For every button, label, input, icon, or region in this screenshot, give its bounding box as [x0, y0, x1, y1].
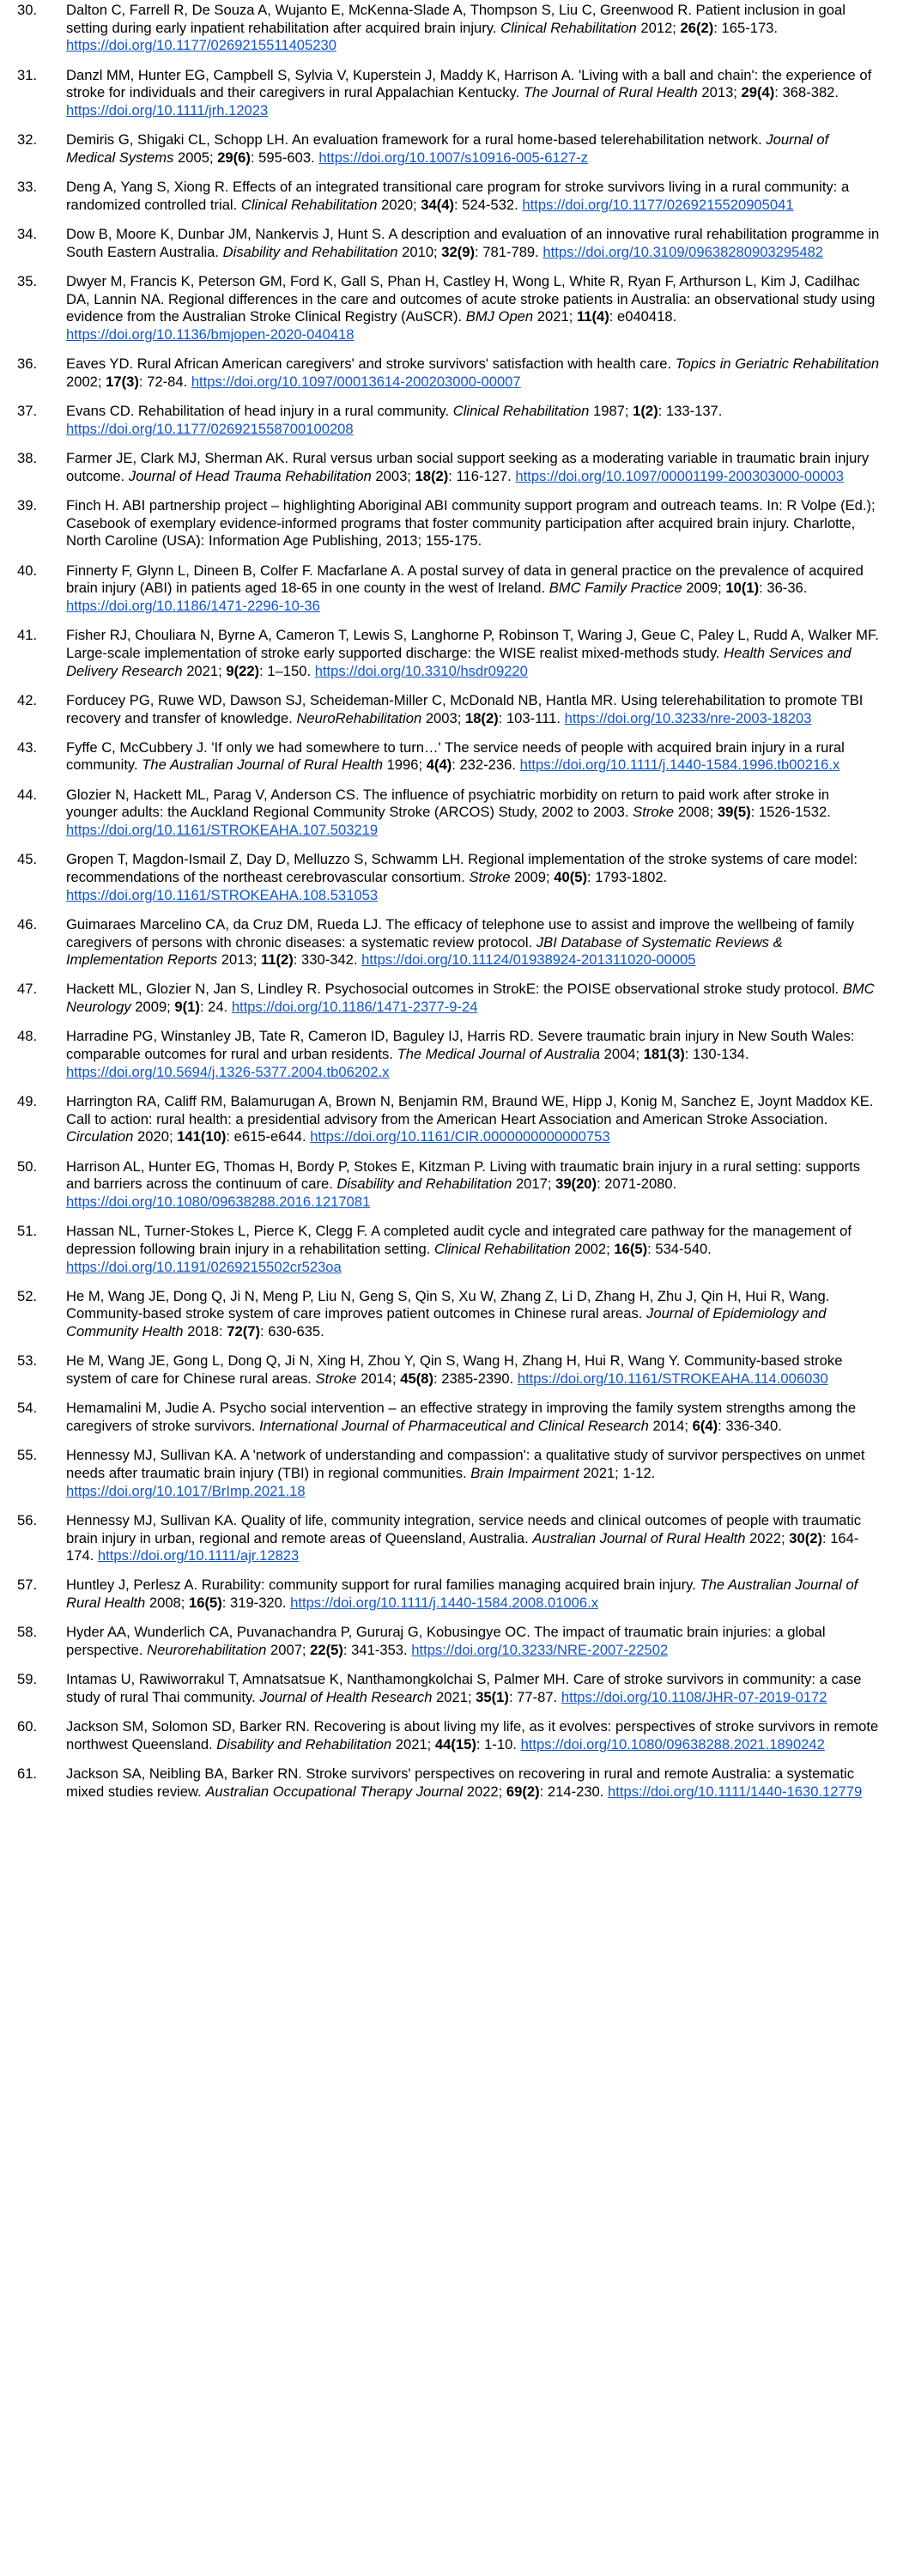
journal-title: Disability and Rehabilitation — [336, 1176, 512, 1193]
publication-year: 2021; — [395, 1735, 432, 1753]
reference-entry — [17, 2, 880, 55]
reference-text: Finch H. ABI partnership project – highlighting Aboriginal ABI community support program and outreach teams. In: R Volpe (Ed.); Casebook of exemplary evidence-informed programs that foster community participation after acquired brain injury. Charlotte, North Caroline (USA): Information Age Publishing, 2013; 155-175. — [66, 496, 876, 550]
volume-issue: 4(4) — [426, 756, 452, 774]
publication-year: 2010; — [402, 243, 438, 260]
publication-year: 2007; — [270, 1642, 306, 1659]
publication-year: 2022; — [749, 1529, 785, 1546]
reference-entry — [17, 981, 880, 1016]
volume-issue: 11(2) — [260, 951, 294, 969]
volume-issue: 35(1) — [476, 1688, 509, 1705]
publication-year: 2005; — [178, 149, 214, 166]
page-range: : e615-e644. — [226, 1128, 306, 1145]
page-range: : 1-10. — [476, 1735, 517, 1753]
doi-link[interactable]: https://doi.org/10.3233/NRE-2007-22502 — [411, 1642, 669, 1659]
doi-link[interactable]: https://doi.org/10.1017/BrImp.2021.18 — [66, 1482, 306, 1499]
reference-number: 48. — [17, 1028, 38, 1045]
publication-year: 2002; — [574, 1240, 610, 1257]
volume-issue: 18(2) — [464, 709, 499, 726]
publication-year: 2021; — [186, 662, 222, 679]
volume-issue: 181(3) — [643, 1046, 685, 1063]
publication-year: 2008; — [148, 1595, 185, 1612]
reference-text: Dwyer M, Francis K, Peterson GM, Ford K, Gall S, Phan H, Castley H, Wong L, White R, Ryan F, Arthurson L, Kim J, Cadilhac DA, Lannin NA. Regional differences in the care and outcomes of acute stroke patients in Australia: an observational study using evidence from the Australian Stroke Clinical Registry (AuSCR). — [66, 272, 876, 325]
page-range: : 164-174. — [66, 1529, 859, 1564]
doi-link[interactable]: https://doi.org/10.1177/0269215520905041 — [522, 196, 794, 213]
page-range: : 77-87. — [508, 1688, 558, 1705]
doi-link[interactable]: https://doi.org/10.1161/STROKEAHA.108.531053 — [66, 886, 379, 903]
volume-issue: 17(3) — [106, 373, 139, 390]
reference-entry — [17, 787, 880, 840]
page-range: : 524-532. — [454, 196, 518, 213]
publication-year: 2012; — [640, 19, 676, 36]
journal-title: Australian Journal of Rural Health — [532, 1529, 746, 1546]
reference-number: 60. — [17, 1718, 38, 1735]
volume-issue: 6(4) — [692, 1418, 718, 1434]
page-range: : 232-236. — [452, 756, 516, 774]
volume-issue: 16(5) — [614, 1240, 648, 1257]
doi-link[interactable]: https://doi.org/10.1161/STROKEAHA.107.503219 — [66, 822, 379, 839]
reference-entry — [17, 627, 880, 680]
publication-year: 1996; — [386, 756, 423, 774]
volume-issue: 40(5) — [554, 868, 587, 885]
reference-entry — [17, 497, 880, 550]
reference-text: Harrison AL, Hunter EG, Thomas H, Bordy P, Stokes E, Kitzman P. Living with traumatic brain injury in a rural setting: supports and barriers across the continuum of care. — [66, 1157, 861, 1193]
volume-issue: 72(7) — [227, 1323, 261, 1340]
doi-link[interactable]: https://doi.org/10.3233/nre-2003-18203 — [564, 709, 812, 726]
journal-title: Journal of Epidemiology and Community Health — [66, 1305, 827, 1340]
page-range: : 595-603. — [250, 149, 315, 166]
reference-number: 50. — [17, 1157, 38, 1175]
reference-text: Demiris G, Shigaki CL, Schopp LH. An evaluation framework for a rural home-based telerehabilitation network. — [66, 131, 762, 149]
doi-link[interactable]: https://doi.org/10.1136/bmjopen-2020-040418 — [66, 326, 355, 343]
volume-issue: 29(6) — [217, 149, 251, 166]
reference-entry — [17, 1765, 880, 1801]
reference-entry — [17, 450, 880, 485]
reference-number: 58. — [17, 1624, 38, 1641]
reference-number: 36. — [17, 355, 38, 373]
reference-text: Guimaraes Marcelino CA, da Cruz DM, Rueda LJ. The efficacy of telephone use to assist and improve the wellbeing of family caregivers of persons with chronic diseases: a systematic review protocol. — [66, 915, 855, 951]
reference-text: Finnerty F, Glynn L, Dineen B, Colfer F. Macfarlane A. A postal survey of data in general practice on the prevalence of acquired brain injury (ABI) in patients aged 18-65 in one county in the west of Ireland. — [66, 562, 864, 597]
reference-entry — [17, 1028, 880, 1081]
journal-title: Clinical Rehabilitation — [500, 19, 637, 36]
doi-link[interactable]: https://doi.org/10.1161/CIR.0000000000000753 — [310, 1128, 610, 1145]
reference-number: 59. — [17, 1671, 38, 1688]
reference-text: Evans CD. Rehabilitation of head injury in a rural community. — [66, 403, 450, 420]
reference-text: Jackson SM, Solomon SD, Barker RN. Recovering is about living my life, as it evolves: perspectives of stroke survivors in remote northwest Queensland. — [66, 1718, 879, 1753]
publication-year: 2014; — [361, 1370, 397, 1388]
journal-title: Stroke — [469, 868, 511, 885]
journal-title: Neurorehabilitation — [147, 1642, 267, 1659]
reference-entry — [17, 355, 880, 391]
publication-year: 2018: — [187, 1323, 223, 1340]
reference-entry — [17, 916, 880, 969]
page-range: : 341-353. — [342, 1642, 408, 1659]
page-range: : 2385-2390. — [433, 1370, 514, 1388]
reference-number: 41. — [17, 627, 38, 644]
doi-link[interactable]: https://doi.org/10.5694/j.1326-5377.2004.tb06202.x — [66, 1063, 390, 1080]
reference-text: Hemamalini M, Judie A. Psycho social intervention – an effective strategy in improving the family system strengths among the caregivers of stroke survivors. — [66, 1400, 857, 1434]
volume-issue: 18(2) — [415, 467, 449, 484]
page-range: : 1526-1532. — [750, 804, 831, 821]
reference-entry — [17, 1158, 880, 1212]
reference-entry — [17, 739, 880, 775]
journal-title: NeuroRehabilitation — [296, 709, 422, 726]
reference-number: 45. — [17, 851, 38, 868]
reference-text: Fyffe C, McCubbery J. 'If only we had somewhere to turn…' The service needs of people with acquired brain injury in a rural community. — [66, 738, 845, 774]
reference-text: Hyder AA, Wunderlich CA, Puvanachandra P, Gururaj G, Kobusingye OC. The impact of traumatic brain injuries: a global perspective. — [66, 1624, 826, 1659]
reference-entry — [17, 1624, 880, 1659]
doi-link[interactable]: https://doi.org/10.1097/00001199-200303000-00003 — [515, 467, 845, 484]
journal-title: Journal of Head Trauma Rehabilitation — [128, 467, 372, 484]
page-range: : 103-111. — [498, 709, 561, 726]
reference-number: 30. — [17, 2, 38, 18]
journal-title: Brain Impairment — [470, 1464, 579, 1481]
reference-text: Harrington RA, Califf RM, Balamurugan A, Brown N, Benjamin RM, Braund WE, Hipp J, Konig M, Sanchez E, Joynt Maddox KE. Call to action: rural health: a presidential advisory from the American Heart Association and American Stroke Association. — [66, 1092, 874, 1127]
reference-number: 40. — [17, 562, 38, 579]
reference-number: 32. — [17, 131, 38, 149]
journal-title: Clinical Rehabilitation — [433, 1240, 571, 1257]
reference-number: 49. — [17, 1092, 38, 1109]
doi-link[interactable]: https://doi.org/10.1111/j.1440-1584.2008.01006.x — [290, 1595, 599, 1612]
publication-year: 2021; — [436, 1688, 472, 1705]
reference-number: 39. — [17, 496, 38, 513]
reference-number: 52. — [17, 1287, 38, 1304]
doi-link[interactable]: https://doi.org/10.1161/STROKEAHA.114.006030 — [517, 1370, 828, 1388]
doi-link[interactable]: https://doi.org/10.1111/1440-1630.12779 — [608, 1783, 863, 1800]
journal-title: Clinical Rehabilitation — [452, 403, 590, 420]
doi-link[interactable]: https://doi.org/10.1111/ajr.12823 — [97, 1547, 300, 1564]
publication-year: 2002; — [66, 373, 102, 390]
doi-link[interactable]: https://doi.org/10.1097/00013614-200203000-00007 — [191, 373, 521, 390]
reference-entry — [17, 1577, 880, 1612]
reference-number: 35. — [17, 272, 38, 289]
reference-text: Hassan NL, Turner-Stokes L, Pierce K, Clegg F. A completed audit cycle and integrated care pathway for the management of depression following brain injury in a rehabilitation setting. — [66, 1223, 852, 1257]
reference-number: 57. — [17, 1577, 38, 1594]
volume-issue: 32(9) — [441, 243, 476, 260]
reference-entry — [17, 67, 880, 120]
journal-title: International Journal of Pharmaceutical and Clinical Research — [259, 1418, 649, 1434]
reference-entry — [17, 851, 880, 904]
reference-text: Hennessy MJ, Sullivan KA. Quality of life, community integration, service needs and clinical outcomes of people with traumatic brain injury in urban, regional and remote areas of Queensland, Australia. — [66, 1511, 861, 1546]
page-range: : 630-635. — [260, 1323, 324, 1340]
reference-text: Deng A, Yang S, Xiong R. Effects of an integrated transitional care program for stroke survivors living in a rural community: a randomized controlled trial. — [66, 179, 850, 213]
volume-issue: 69(2) — [506, 1783, 540, 1800]
reference-entry — [17, 562, 880, 616]
publication-year: 2008; — [677, 804, 714, 821]
reference-number: 43. — [17, 738, 38, 756]
reference-text: Hackett ML, Glozier N, Jan S, Lindley R. Psychosocial outcomes in StrokE: the POISE observational stroke study protocol. — [66, 981, 839, 998]
reference-text: Hennessy MJ, Sullivan KA. A 'network of understanding and compassion': a qualitative study of survivor perspectives on unmet needs after traumatic brain injury (TBI) in regional communities. — [66, 1447, 865, 1481]
doi-link[interactable]: https://doi.org/10.1007/s10916-005-6127-z — [318, 149, 588, 166]
volume-issue: 16(5) — [189, 1595, 222, 1612]
reference-text: Jackson SA, Neibling BA, Barker RN. Stroke survivors' perspectives on recovering in rural and remote Australia: a systematic mixed studies review. — [66, 1765, 855, 1800]
page-range: 1-12. — [618, 1464, 656, 1481]
journal-title: Journal of Medical Systems — [66, 131, 829, 166]
reference-text: Dow B, Moore K, Dunbar JM, Nankervis J, Hunt S. A description and evaluation of an innovative rural rehabilitation programme in South Eastern Australia. — [66, 226, 880, 260]
reference-number: 42. — [17, 691, 38, 708]
publication-year: 2020; — [137, 1128, 173, 1145]
volume-issue: 26(2) — [680, 19, 714, 36]
volume-issue: 141(10) — [177, 1128, 227, 1145]
doi-link[interactable]: https://doi.org/10.1111/j.1440-1584.1996.tb00216.x — [519, 756, 840, 774]
journal-title: The Australian Journal of Rural Health — [66, 1577, 858, 1612]
reference-text: Glozier N, Hackett ML, Parag V, Anderson CS. The influence of psychiatric morbidity on return to paid work after stroke in younger adults: the Auckland Regional Community Stroke (ARCOS) Study, 2002 to 2003. — [66, 786, 830, 821]
page-range: : 2071-2080. — [597, 1176, 677, 1193]
publication-year: 2014; — [652, 1418, 688, 1434]
doi-link[interactable]: https://doi.org/10.1108/JHR-07-2019-0172 — [561, 1688, 827, 1705]
publication-year: 2003; — [425, 709, 462, 726]
reference-text: He M, Wang JE, Dong Q, Ji N, Meng P, Liu N, Geng S, Qin S, Xu W, Zhang Z, Li D, Zhang H, Zhu J, Qin H, Hui R, Wang. Community-based stroke system of care improves patient outcomes in Chinese rural areas. — [66, 1287, 830, 1322]
reference-number: 55. — [17, 1447, 38, 1464]
page-range: : 1793-1802. — [586, 868, 668, 885]
reference-number: 44. — [17, 786, 38, 803]
page-range: : e040418. — [609, 308, 677, 325]
reference-text: Harradine PG, Winstanley JB, Tate R, Cameron ID, Baguley IJ, Harris RD. Severe traumatic brain injury in New South Wales: comparable outcomes for rural and urban residents. — [66, 1028, 855, 1063]
doi-link[interactable]: https://doi.org/10.1177/026921558700100208 — [66, 420, 354, 437]
volume-issue: 39(5) — [717, 804, 751, 821]
page-range: : 319-320. — [221, 1595, 287, 1612]
volume-issue: 34(4) — [421, 196, 455, 213]
journal-title: BMC Neurology — [66, 981, 875, 1016]
volume-issue: 22(5) — [310, 1642, 343, 1659]
volume-issue: 9(22) — [226, 662, 260, 679]
page-range: : 24. — [199, 999, 228, 1016]
page-range: : 133-137. — [658, 403, 723, 420]
doi-link[interactable]: https://doi.org/10.1186/1471-2296-10-36 — [66, 597, 320, 614]
page-range: : 72-84. — [138, 373, 188, 390]
page-range: : 116-127. — [448, 467, 512, 484]
page-range: : 368-382. — [774, 84, 839, 101]
doi-link[interactable]: https://doi.org/10.1186/1471-2377-9-24 — [231, 999, 478, 1016]
journal-title: Clinical Rehabilitation — [240, 196, 378, 213]
publication-year: 2003; — [375, 467, 411, 484]
publication-year: 1987; — [593, 403, 629, 420]
reference-text: Farmer JE, Clark MJ, Sherman AK. Rural versus urban social support seeking as a moderating variable in traumatic brain injury outcome. — [66, 450, 870, 484]
reference-entry — [17, 1400, 880, 1435]
reference-entry — [17, 403, 880, 438]
reference-number: 38. — [17, 450, 38, 467]
journal-title: BMC Family Practice — [549, 580, 682, 597]
journal-title: Topics in Geriatric Rehabilitation — [675, 355, 880, 373]
page-range: : 214-230. — [539, 1783, 604, 1800]
journal-title: Australian Occupational Therapy Journal — [205, 1783, 464, 1800]
volume-issue: 10(1) — [725, 580, 760, 597]
publication-year: 2021; — [536, 308, 573, 325]
journal-title: The Journal of Rural Health — [523, 84, 698, 101]
reference-entry — [17, 226, 880, 261]
page-range: : 130-134. — [684, 1046, 749, 1063]
reference-text: Intamas U, Rawiworrakul T, Amnatsatsue K, Nanthamongkolchai S, Palmer MH. Care of stroke survivors in community: a case study of rural Thai community. — [66, 1671, 862, 1705]
reference-text: Huntley J, Perlesz A. Rurability: community support for rural families managing acquired brain injury. — [66, 1577, 696, 1594]
reference-number: 53. — [17, 1352, 38, 1370]
page-range: : 330-342. — [293, 951, 358, 969]
publication-year: 2021; — [583, 1464, 619, 1481]
reference-text: Dalton C, Farrell R, De Souza A, Wujanto E, McKenna-Slade A, Thompson S, Liu C, Greenwood R. Patient inclusion in goal setting during early inpatient rehabilitation after acquired brain injury. — [66, 2, 845, 36]
volume-issue: 29(4) — [741, 84, 775, 101]
journal-title: The Australian Journal of Rural Health — [142, 756, 383, 774]
reference-entry — [17, 1352, 880, 1388]
reference-number: 37. — [17, 403, 38, 420]
journal-title: Stroke — [315, 1370, 357, 1388]
reference-number: 51. — [17, 1223, 38, 1240]
doi-link[interactable]: https://doi.org/10.1191/0269215502cr523oa — [66, 1258, 342, 1275]
volume-issue: 45(8) — [400, 1370, 434, 1388]
page-range: : 781-789. — [475, 243, 539, 260]
reference-entry — [17, 179, 880, 214]
journal-title: Circulation — [66, 1128, 134, 1145]
reference-text: He M, Wang JE, Gong L, Dong Q, Ji N, Xing H, Zhou Y, Qin S, Wang H, Zhang H, Hui R, Wang Y. Community-based stroke system of care for Chinese rural areas. — [66, 1352, 843, 1388]
journal-title: Stroke — [633, 804, 675, 821]
publication-year: 2017; — [515, 1176, 552, 1193]
doi-link[interactable]: https://doi.org/10.1080/09638288.2016.1217081 — [66, 1193, 371, 1210]
reference-text: Forducey PG, Ruwe WD, Dawson SJ, Scheideman-Miller C, McDonald NB, Hantla MR. Using telerehabilitation to promote TBI recovery and transfer of knowledge. — [66, 691, 864, 726]
reference-entry — [17, 1671, 880, 1706]
volume-issue: 39(20) — [555, 1176, 597, 1193]
journal-title: Journal of Health Research — [259, 1688, 433, 1705]
doi-link[interactable]: https://doi.org/10.1111/jrh.12023 — [66, 102, 269, 119]
reference-number: 56. — [17, 1511, 38, 1528]
reference-text: Fisher RJ, Chouliara N, Byrne A, Cameron T, Lewis S, Langhorne P, Robinson T, Waring J, Geue C, Paley L, Rudd A, Walker MF. Large-scale implementation of stroke early supported discharge: the WISE realist mixed-methods study. — [66, 627, 879, 661]
journal-title: BMJ Open — [465, 308, 534, 325]
volume-issue: 30(2) — [789, 1529, 822, 1546]
publication-year: 2013; — [701, 84, 737, 101]
page-range: : 165-173. — [713, 19, 779, 36]
reference-text: Gropen T, Magdon-Ismail Z, Day D, Melluzzo S, Schwamm LH. Regional implementation of the stroke systems of care model: recommendations of the northeast cerebrovascular consortium. — [66, 851, 858, 885]
reference-entry — [17, 1223, 880, 1276]
publication-year: 2004; — [603, 1046, 640, 1063]
doi-link[interactable]: https://doi.org/10.1080/09638288.2021.1890242 — [520, 1735, 825, 1753]
reference-text: Danzl MM, Hunter EG, Campbell S, Sylvia V, Kuperstein J, Maddy K, Harrison A. 'Living with a ball and chain': the experience of stroke for individuals and their caregivers in rural Appalachian Kentucky. — [66, 66, 872, 101]
publication-year: 2009; — [514, 868, 550, 885]
reference-number: 54. — [17, 1400, 38, 1417]
reference-number: 31. — [17, 66, 38, 83]
publication-year: 2009; — [135, 999, 171, 1016]
reference-number: 46. — [17, 915, 38, 933]
journal-title: JBI Database of Systematic Reviews & Implementation Reports — [66, 933, 783, 969]
volume-issue: 9(1) — [174, 999, 200, 1016]
page-range: : 534-540. — [647, 1240, 712, 1257]
publication-year: 2020; — [381, 196, 417, 213]
reference-number: 61. — [17, 1765, 38, 1783]
page-range: : 36-36. — [759, 580, 808, 597]
doi-link[interactable]: https://doi.org/10.1177/0269215511405230 — [66, 37, 336, 54]
reference-entry — [17, 273, 880, 344]
journal-title: Disability and Rehabilitation — [222, 243, 398, 260]
reference-entry — [17, 1718, 880, 1753]
journal-title: Health Services and Delivery Research — [66, 644, 852, 679]
reference-number: 47. — [17, 981, 38, 998]
page-range: : 336-340. — [718, 1418, 782, 1434]
reference-entry — [17, 692, 880, 727]
journal-title: The Medical Journal of Australia — [397, 1046, 600, 1063]
publication-year: 2009; — [686, 580, 722, 597]
publication-year: 2022; — [466, 1783, 503, 1800]
reference-number: 33. — [17, 179, 38, 196]
reference-number: 34. — [17, 226, 38, 243]
volume-issue: 44(15) — [434, 1735, 476, 1753]
reference-entry — [17, 1512, 880, 1565]
page-range: : 1–150. — [259, 662, 312, 679]
publication-year: 2013; — [221, 951, 258, 969]
journal-title: Disability and Rehabilitation — [216, 1735, 392, 1753]
volume-issue: 11(4) — [576, 308, 609, 325]
reference-entry — [17, 1093, 880, 1146]
reference-entry — [17, 131, 880, 167]
volume-issue: 1(2) — [633, 403, 658, 420]
reference-entry — [17, 1288, 880, 1341]
reference-text: Eaves YD. Rural African American caregivers' and stroke survivors' satisfaction with health care. — [66, 355, 672, 373]
doi-link[interactable]: https://doi.org/10.11124/01938924-201311020-00005 — [361, 951, 696, 969]
reference-entry — [17, 1447, 880, 1500]
doi-link[interactable]: https://doi.org/10.3310/hsdr09220 — [314, 662, 528, 679]
doi-link[interactable]: https://doi.org/10.3109/09638280903295482 — [542, 243, 824, 260]
